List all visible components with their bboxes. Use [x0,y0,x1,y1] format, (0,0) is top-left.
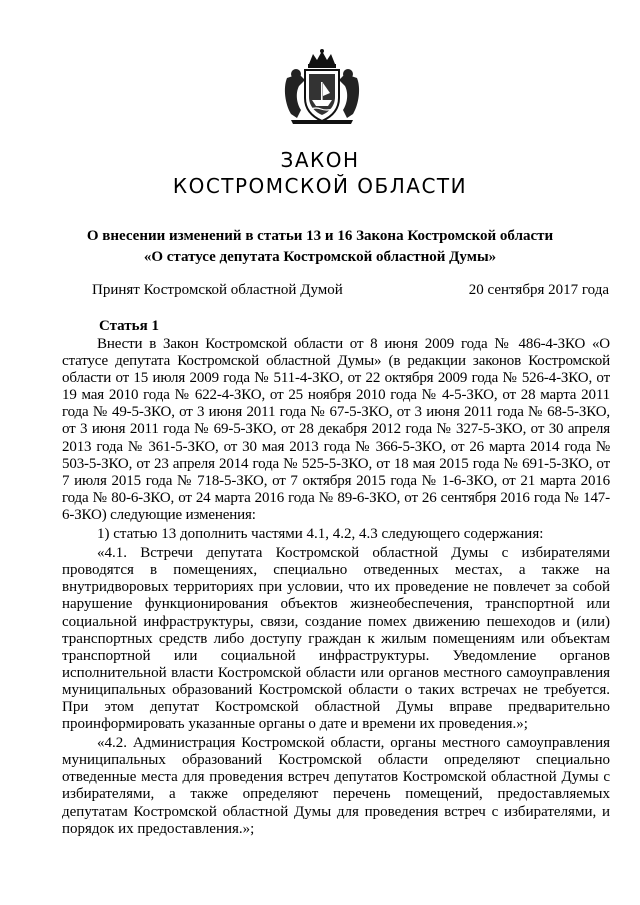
paragraph: «4.2. Администрация Костромской области, органы местного самоуправления муниципальных образований Костромской области определяют специально отведенные места для проведения встреч депутатов Костромской областной Думы с избирателями, а также определяют перечень помещений, предоставляемых депутатам Костромской областной Думы для проведения встреч с избирателями, и порядок их предоставления.»; [62,735,610,837]
law-title-line2: КОСТРОМСКОЙ ОБЛАСТИ [172,174,468,198]
adoption-date: 20 сентября 2017 года [468,282,609,298]
article-body [62,336,610,840]
paragraph: Внести в Закон Костромской области от 8 июня 2009 года № 486-4-ЗКО «О статусе депутата Костромской областной Думы» (в редакции законов Костромской области от 15 июля 2009 года № 511-4-ЗКО, от 22 октября 2009 года № 526-4-ЗКО, от 19 мая 2010 года № 622-4-ЗКО, от 25 ноября 2010 года № 4-5-ЗКО, от 28 марта 2011 года № 49-5-ЗКО, от 3 июня 2011 года № 67-5-ЗКО, от 3 июня 2011 года № 68-5-ЗКО, от 3 июня 2011 года № 69-5-ЗКО, от 28 декабря 2012 года № 327-5-ЗКО, от 30 апреля 2013 года № 361-5-ЗКО, от 30 мая 2013 года № 366-5-ЗКО, от 26 марта 2014 года № 503-5-ЗКО, от 23 апреля 2014 года № 525-5-ЗКО, от 18 мая 2015 года № 691-5-ЗКО, от 7 июля 2015 года № 718-5-ЗКО, от 7 октября 2015 года № 1-6-ЗКО, от 21 марта 2016 года № 80-6-ЗКО, от 24 марта 2016 года № 89-6-ЗКО, от 26 сентября 2016 года № 147-6-ЗКО) следующие изменения: [62,336,610,523]
paragraph: «4.1. Встречи депутата Костромской областной Думы с избирателями проводятся в помещениях, специально отведенных местах, а также на внутридворовых территориях при условии, что их проведение не повлечет за собой нарушение функционирования объектов жизнеобеспечения, транспортной или социальной инфраструктуры, связи, создание помех движению пешеходов и (или) транспортных средств либо доступу граждан к жилым помещениям или объектам транспортной или социальной инфраструктуры. Уведомление органов исполнительной власти Костромской области или органов местного самоуправления муниципальных образований Костромской области о таких встречах не требуется. При этом депутат Костромской областной Думы вправе предварительно проинформировать указанные органы о дате и времени их проведения.»; [62,545,610,733]
coat-of-arms-icon [281,48,363,126]
law-subject: О внесении изменений в статьи 13 и 16 Закона Костромской области «О статусе депутата Костромской областной Думы» [86,228,554,265]
adoption-line [92,280,609,300]
article-heading: Статья 1 [99,318,159,334]
law-title-line1: ЗАКОН [280,148,360,172]
paragraph: 1) статью 13 дополнить частями 4.1, 4.2, 4.3 следующего содержания: [97,526,544,543]
adopted-by: Принят Костромской областной Думой [92,282,343,298]
